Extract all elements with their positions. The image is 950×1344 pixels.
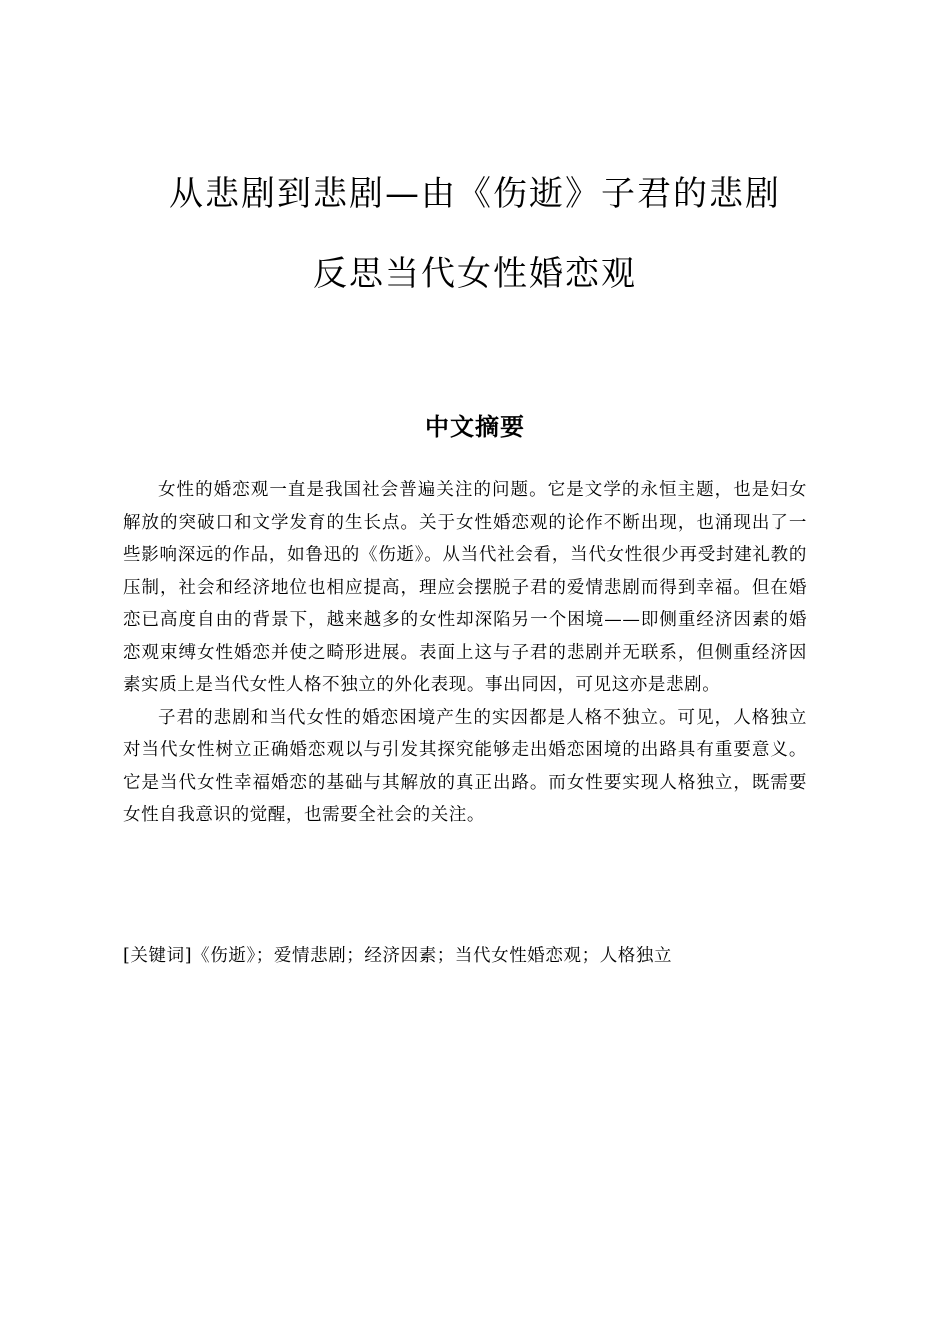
abstract-body xyxy=(123,474,807,832)
title-line-1: 从悲剧到悲剧—由《伤逝》子君的悲剧 xyxy=(169,174,781,214)
abstract-paragraph-2: 子君的悲剧和当代女性的婚恋困境产生的实因都是人格不独立。可见，人格独立对当代女性树立正确婚恋观以与引发其探究能够走出婚恋困境的出路具有重要意义。它是当代女性幸福婚恋的基础与其解放的真正出路。而女性要实现人格独立，既需要女性自我意识的觉醒，也需要全社会的关注。 xyxy=(123,707,807,825)
abstract-paragraph-1: 女性的婚恋观一直是我国社会普遍关注的问题。它是文学的永恒主题，也是妇女解放的突破口和文学发育的生长点。关于女性婚恋观的论作不断出现，也涌现出了一些影响深远的作品，如鲁迅的《伤逝》。从当代社会看，当代女性很少再受封建礼教的压制，社会和经济地位也相应提高，理应会摆脱子君的爱情悲剧而得到幸福。但在婚恋已高度自由的背景下，越来越多的女性却深陷另一个困境——即侧重经济因素的婚恋观束缚女性婚恋并使之畸形进展。表面上这与子君的悲剧并无联系，但侧重经济因素实质上是当代女性人格不独立的外化表现。事出同因，可见这亦是悲剧。 xyxy=(123,480,807,695)
keywords-line: [关键词]《伤逝》；爱情悲剧；经济因素；当代女性婚恋观；人格独立 xyxy=(123,946,673,966)
abstract-heading: 中文摘要 xyxy=(425,413,525,441)
title-line-2: 反思当代女性婚恋观 xyxy=(313,254,637,294)
